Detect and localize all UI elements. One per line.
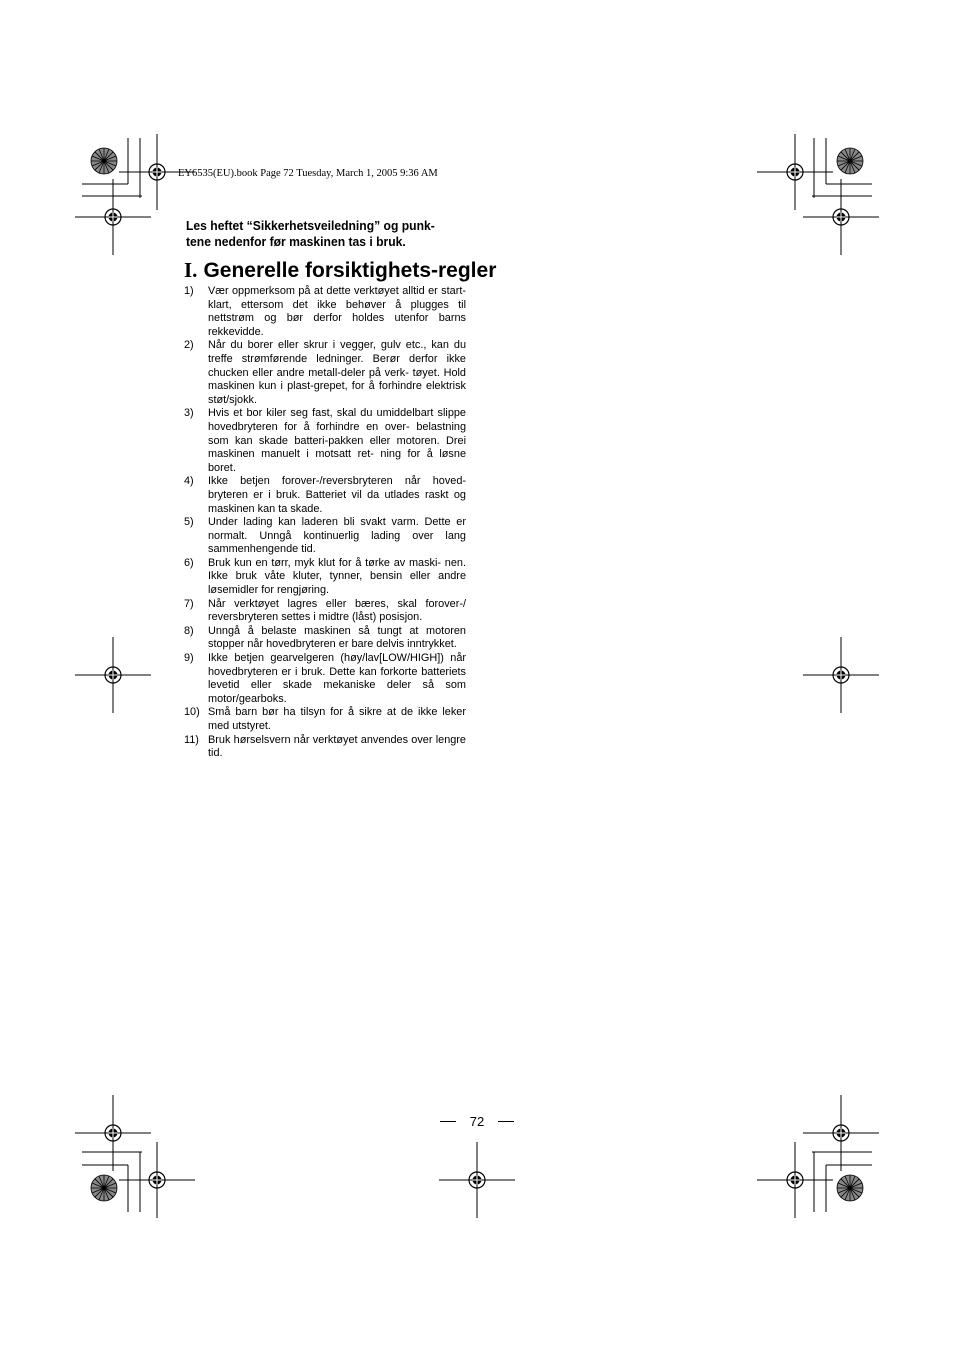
dash-left <box>440 1121 456 1122</box>
item-number: 1) <box>184 285 194 297</box>
registration-mark-bottom-center <box>439 1142 515 1218</box>
item-text: Når du borer eller skrur i vegger, gulv etc., kan du treffe strømførende ledninger. Berør derfor ikke chucken eller andre metall-deler på verk- tøyet. Hold maskinen kun i plast-grepet, for å forhindre elektrisk støt/sjokk. <box>208 339 466 406</box>
item-number: 4) <box>184 475 194 488</box>
item-text: Når verktøyet lagres eller bæres, skal forover-/ reversbryteren settes i midtre (låst) posisjon. <box>208 597 466 624</box>
registration-mark-bottom-right-b <box>757 1142 833 1218</box>
registration-mark-middle-right <box>803 637 879 713</box>
item-number: 10) <box>184 706 200 719</box>
color-target-top-right <box>837 148 863 174</box>
print-file-info: EY6535(EU).book Page 72 Tuesday, March 1, 2005 9:36 AM <box>178 168 438 179</box>
item-number: 8) <box>184 624 194 637</box>
item-number: 6) <box>184 556 194 569</box>
list-item <box>184 516 466 557</box>
item-number: 9) <box>184 652 194 665</box>
list-item <box>184 598 466 625</box>
registration-mark-top-right-a <box>757 134 833 210</box>
page-number: 72 <box>469 1114 485 1129</box>
list-item <box>184 557 466 598</box>
list-item <box>184 407 466 475</box>
color-target-bottom-left <box>91 1175 117 1201</box>
list-item <box>184 625 466 652</box>
item-text: Under lading kan laderen bli svakt varm. Dette er normalt. Unngå kontinuerlig lading over lang sammenhengende tid. <box>208 516 466 556</box>
dash-right <box>498 1121 514 1122</box>
list-item <box>184 734 466 761</box>
item-number: 11) <box>184 733 199 746</box>
item-text: Bruk hørselsvern når verktøyet anvendes over lengre tid. <box>208 733 466 760</box>
item-number: 7) <box>184 597 194 610</box>
item-text: Bruk kun en tørr, myk klut for å tørke av maski- nen. Ikke bruk våte kluter, tynner, bensin eller andre løsemidler for rengjøring. <box>208 556 466 597</box>
item-text: Unngå å belaste maskinen så tungt at motoren stopper når hovedbryteren er bare delvis inntrykket. <box>208 624 466 651</box>
list-item <box>184 339 466 407</box>
page-footer <box>440 1114 514 1129</box>
list-item <box>184 706 466 733</box>
item-number: 2) <box>184 339 194 352</box>
intro-paragraph: Les heftet “Sikkerhetsveiledning” og punk- tene nedenfor før maskinen tas i bruk. <box>186 218 435 249</box>
item-number: 5) <box>184 516 194 529</box>
list-item <box>184 475 466 516</box>
registration-mark-bottom-left-b <box>119 1142 195 1218</box>
item-text: Hvis et bor kiler seg fast, skal du umiddelbart slippe hovedbryteren for å forhindre en over- belastning som kan skade batteri-pakken eller motoren. Drei maskinen manuelt i motsatt ret- ning for å løsne boret. <box>208 407 466 474</box>
list-item <box>184 652 466 706</box>
item-text: Vær oppmerksom på at dette verktøyet alltid er start-klart, ettersom det ikke behøver å plugges til nettstrøm og bør derfor holdes utenfor barns rekkevidde. <box>208 285 466 338</box>
color-target-bottom-right <box>837 1175 863 1201</box>
color-target-top-left <box>91 148 117 174</box>
registration-mark-middle-left <box>75 637 151 713</box>
item-text: Ikke betjen forover-/reversbryteren når hoved- bryteren er i bruk. Batteriet vil da utlades raskt og maskinen kan ta skade. <box>208 475 466 515</box>
item-number: 3) <box>184 407 194 420</box>
item-text: Små barn bør ha tilsyn for å sikre at de ikke leker med utstyret. <box>208 706 466 732</box>
safety-list <box>184 285 466 761</box>
item-text: Ikke betjen gearvelgeren (høy/lav[LOW/HIGH]) når hovedbryteren er i bruk. Dette kan forkorte batteriets levetid eller skade mekaniske deler så som motor/gearboks. <box>208 652 466 705</box>
section-number: I. <box>184 258 198 282</box>
list-item <box>184 285 466 339</box>
section-heading <box>184 258 496 283</box>
section-title: Generelle forsiktighets-regler <box>203 259 497 282</box>
